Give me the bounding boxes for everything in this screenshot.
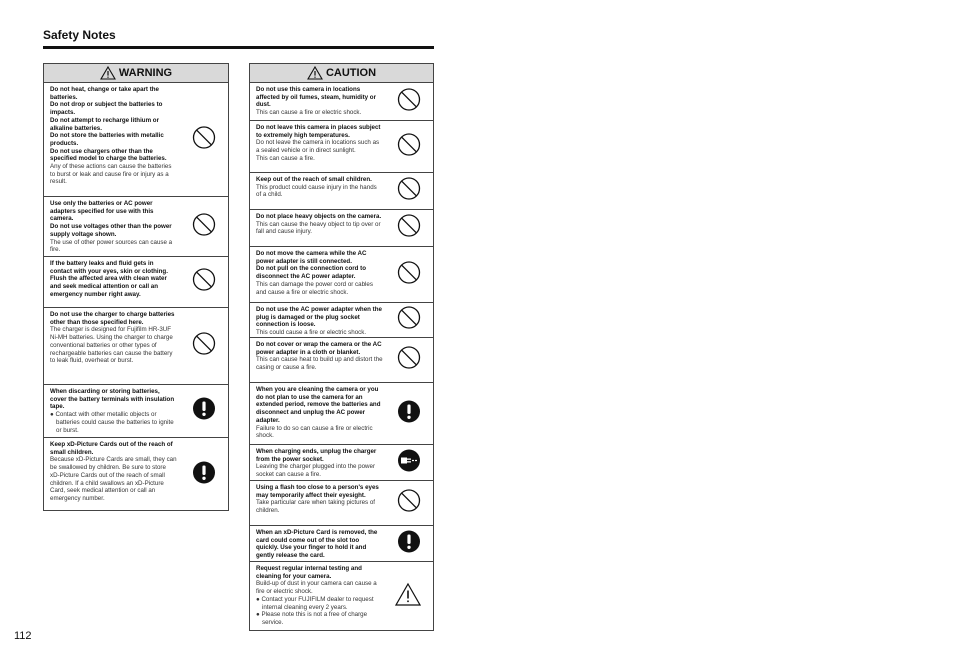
warning-item-text	[50, 86, 177, 186]
warning-item	[44, 197, 228, 257]
caution-item	[250, 445, 433, 481]
caution-item-text	[256, 565, 383, 627]
caution-triangle-icon	[307, 66, 323, 80]
caution-item-text	[256, 213, 383, 236]
explanation-text: Failure to do so can cause a fire or electric shock.	[256, 424, 373, 440]
explanation-text: Do not leave the camera in locations such as a sealed vehicle or in direct sunlight.	[256, 139, 380, 155]
instruction-text: If the battery leaks and fluid gets in contact with your eyes, skin or clothing. Flush the affected area with clean water and seek medical attention or call an emergency number right away.	[50, 260, 168, 298]
caution-column	[249, 63, 434, 631]
instruction-text: When charging ends, unplug the charger from the power socket.	[256, 448, 377, 463]
instruction-text: Do not cover or wrap the camera or the AC power adapter in a cloth or blanket.	[256, 341, 382, 356]
caution-item	[250, 526, 433, 562]
mandatory-icon	[397, 399, 421, 428]
explanation-text: This could cause a fire or electric shock.	[256, 329, 367, 337]
caution-item-text	[256, 306, 383, 337]
warning-item	[44, 308, 228, 385]
mandatory-icon	[192, 460, 216, 489]
prohibited-icon	[397, 346, 421, 375]
instruction-text: Using a flash too close to a person's eyes may temporarily affect their eyesight.	[256, 484, 379, 499]
caution-item-text	[256, 341, 383, 372]
warning-label: WARNING	[118, 67, 173, 79]
prohibited-icon	[397, 489, 421, 518]
instruction-text: Do not use chargers other than the specified model to charge the batteries.	[50, 147, 167, 163]
caution-rows	[250, 83, 433, 631]
caution-item-text	[256, 124, 383, 163]
explanation-text: Leaving the charger plugged into the power socket can cause a fire.	[256, 463, 376, 479]
caution-item	[250, 210, 433, 247]
explanation-text: This can damage the power cord or cables and cause a fire or electric shock.	[256, 280, 373, 296]
caution-item-text	[256, 529, 383, 560]
instruction-text: When an xD-Picture Card is removed, the card could come out of the slot too quickly. Use your finger to hold it and gently release the card.	[256, 529, 378, 560]
instruction-text: Do not attempt to recharge lithium or alkaline batteries.	[50, 116, 159, 132]
page-title: Safety Notes	[43, 28, 116, 42]
warning-triangle-icon	[100, 66, 116, 80]
explanation-text: This can cause heat to build up and distort the casing or cause a fire.	[256, 356, 383, 372]
explanation-text: This can cause a fire or electric shock.	[256, 109, 362, 117]
bullet-text: ● Contact with other metallic objects or batteries could cause the batteries to ignite or burst.	[50, 411, 174, 434]
warning-item	[44, 385, 228, 438]
instruction-text: Keep out of the reach of small children.	[256, 176, 372, 183]
instruction-text: Do not move the camera while the AC power adapter is still connected.	[256, 250, 367, 265]
caution-item-text	[256, 386, 383, 440]
warning-column	[43, 63, 229, 511]
instruction-text: Do not heat, change or take apart the batteries.	[50, 86, 159, 101]
mandatory-icon	[192, 397, 216, 426]
prohibited-icon	[397, 214, 421, 243]
instruction-text: Do not leave this camera in places subject to extremely high temperatures.	[256, 124, 381, 139]
instruction-text: Do not pull on the connection cord to disconnect the AC power adapter.	[256, 265, 366, 281]
explanation-text: The charger is designed for Fujifilm HR-3UF Ni-MH batteries. Using the charger to charge conventional batteries or other types of rechargeable batteries can cause the battery to leak fluid, overheat or burst.	[50, 326, 173, 365]
caution-label: CAUTION	[325, 67, 377, 79]
caution-item	[250, 121, 433, 173]
instruction-text: When discarding or storing batteries, cover the battery terminals with insulation tape.	[50, 388, 175, 411]
warning-item	[44, 83, 228, 197]
caution-item-text	[256, 484, 383, 515]
prohibited-icon	[192, 268, 216, 297]
explanation-text: Any of these actions can cause the batteries to burst or leak and cause fire or injury as a result.	[50, 163, 172, 186]
explanation-text: This can cause the heavy object to tip over or fall and cause injury.	[256, 220, 381, 236]
unplug-icon	[397, 448, 421, 477]
instruction-text: Keep xD-Picture Cards out of the reach of small children.	[50, 441, 173, 456]
page-number: 112	[14, 630, 32, 642]
caution-item-text	[256, 176, 383, 199]
caution-item	[250, 83, 433, 121]
warning-item-text	[50, 200, 177, 254]
instruction-text: Do not use this camera in locations affected by oil fumes, steam, humidity or dust.	[256, 86, 376, 109]
caution-item-text	[256, 250, 383, 296]
prohibited-icon	[397, 87, 421, 116]
warning-header	[44, 64, 228, 83]
explanation-text: Build-up of dust in your camera can cause a fire or electric shock.	[256, 580, 377, 596]
caution-item	[250, 173, 433, 210]
bullet-text: ● Contact your FUJIFILM dealer to request internal cleaning every 2 years.	[256, 595, 374, 611]
caution-item	[250, 303, 433, 338]
prohibited-icon	[397, 177, 421, 206]
mandatory-icon	[397, 529, 421, 558]
warning-item	[44, 257, 228, 308]
prohibited-icon	[192, 125, 216, 154]
instruction-text: Request regular internal testing and cleaning for your camera.	[256, 565, 362, 580]
title-rule	[43, 46, 434, 49]
instruction-text: Do not place heavy objects on the camera.	[256, 213, 382, 220]
prohibited-icon	[397, 132, 421, 161]
caution-item-text	[256, 448, 383, 479]
explanation-text: Because xD-Picture Cards are small, they can be swallowed by children. Be sure to store xD-Picture Cards out of the reach of small children. If a child swallows an xD-Picture Card, seek medical attention or call an emergency number.	[50, 456, 177, 502]
caution-item	[250, 562, 433, 631]
instruction-text: When you are cleaning the camera or you do not plan to use the camera for an extended period, remove the batteries and disconnect and unplug the AC power adapter.	[256, 386, 381, 424]
warning-item-text	[50, 311, 177, 365]
explanation-text: This product could cause injury in the hands of a child.	[256, 183, 377, 199]
instruction-text: Do not use the AC power adapter when the plug is damaged or the plug socket connection is loose.	[256, 306, 382, 329]
prohibited-icon	[192, 332, 216, 361]
caution-icon	[395, 582, 421, 611]
caution-item	[250, 383, 433, 445]
bullet-text: ● Please note this is not a free of charge service.	[256, 611, 368, 626]
instruction-text: Do not use the charger to charge batteries other than those specified here.	[50, 311, 175, 326]
caution-header	[250, 64, 433, 83]
warning-item	[44, 438, 228, 511]
instruction-text: Do not store the batteries with metallic products.	[50, 132, 164, 147]
warning-item-text	[50, 388, 177, 434]
explanation-text: The use of other power sources can cause a fire.	[50, 238, 173, 254]
prohibited-icon	[397, 306, 421, 335]
instruction-text: Use only the batteries or AC power adapters specified for use with this camera.	[50, 200, 154, 223]
explanation-text: Take particular care when taking pictures of children.	[256, 499, 375, 515]
prohibited-icon	[192, 212, 216, 241]
warning-item-text	[50, 260, 177, 299]
prohibited-icon	[397, 260, 421, 289]
caution-item	[250, 481, 433, 526]
caution-item	[250, 247, 433, 303]
warning-item-text	[50, 441, 177, 503]
explanation-text: This can cause a fire.	[256, 154, 315, 162]
instruction-text: Do not drop or subject the batteries to impacts.	[50, 101, 163, 117]
caution-item-text	[256, 86, 383, 117]
caution-item	[250, 338, 433, 383]
warning-rows	[44, 83, 228, 511]
instruction-text: Do not use voltages other than the power supply voltage shown.	[50, 223, 172, 238]
